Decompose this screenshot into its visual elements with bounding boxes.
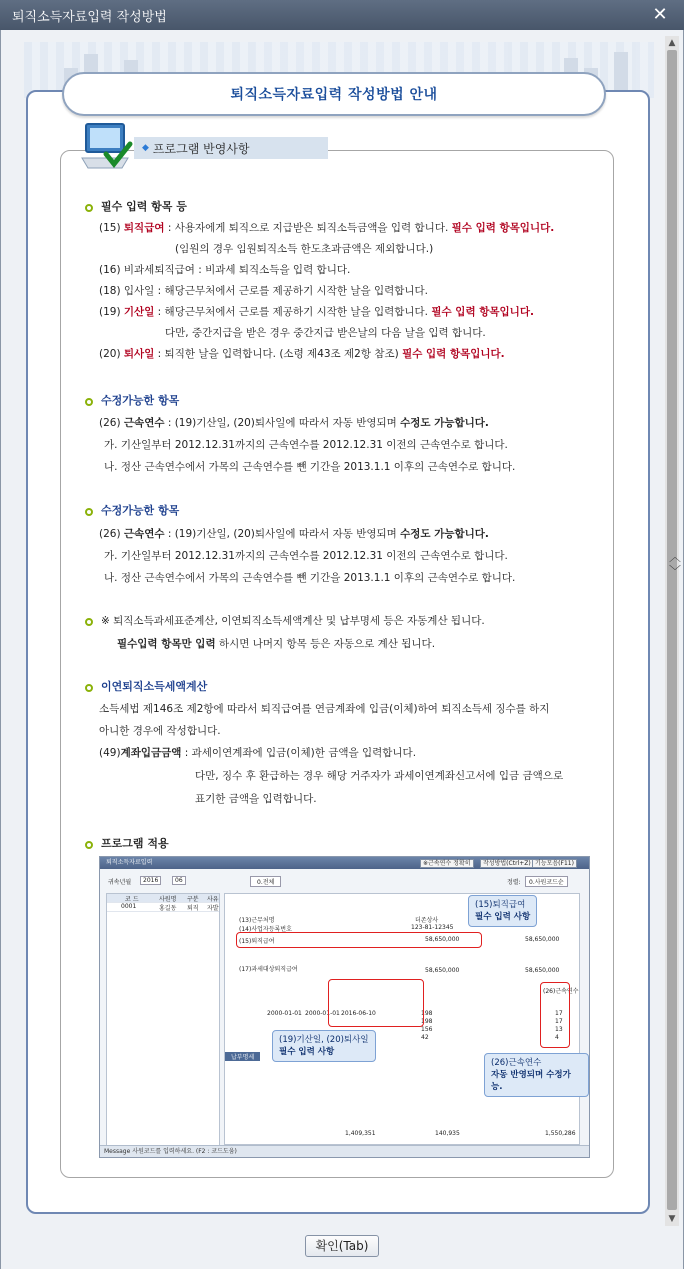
vertical-scrollbar[interactable] [665, 36, 679, 1226]
text-line: 다만, 중간지급을 받은 경우 중간지급 받은날의 다음 날을 입력 합니다. [165, 327, 486, 339]
bullet-icon [85, 204, 93, 212]
shot-button: ※근속연수 정확히 [420, 859, 474, 868]
callout-service-years: (26)근속연수 자동 반영되며 수정가능. [484, 1053, 589, 1097]
shot-value: 156 [421, 1026, 433, 1033]
shot-value: 13 [555, 1026, 563, 1033]
shot-value: 58,650,000 [425, 967, 460, 974]
section-label: 프로그램 반영사항 [152, 141, 250, 156]
bullet-icon [85, 841, 93, 849]
shot-value: 1,409,351 [345, 1130, 376, 1137]
shot-field: 0.전체 [250, 876, 281, 887]
section-heading-deferred: 이연퇴직소득세액계산 [101, 680, 208, 693]
shot-label: (13)근무처명 [239, 917, 275, 924]
shot-value: 198 [421, 1010, 433, 1017]
text-line: (19) 기산일 : 해당근무처에서 근로를 제공하기 시작한 날을 입력합니다. 필수 입력 항목입니다. [99, 306, 534, 318]
bullet-icon: ◆ [142, 143, 149, 153]
callout-required-pay: (15)퇴직급여 필수 입력 사항 [468, 895, 537, 927]
text-line: (20) 퇴사일 : 퇴직한 날을 입력합니다. (소령 제43조 제2항 참조) 필수 입력 항목입니다. [99, 348, 505, 360]
shot-value: 17 [555, 1010, 563, 1017]
text-line: 나. 정산 근속연수에서 가목의 근속연수를 뺀 기간을 2013.1.1 이후의 근속연수로 합니다. [104, 461, 516, 473]
shot-value: 4 [555, 1034, 559, 1041]
text-line: (49)계좌입금금액 : 과세이연계좌에 입금(이체)한 금액을 입력합니다. [99, 747, 417, 759]
shot-statusbar: Message 사원코드를 입력하세요. (F2 : 코드도움) [100, 1145, 589, 1157]
shot-row: 0001 홍길동 퇴직 자발 [107, 903, 219, 912]
shot-value: 더존상사 [415, 917, 439, 924]
text-line: ※ 퇴직소득과세표준계산, 이연퇴직소득세액계산 및 납부명세 등은 자동계산 됩니다. [101, 615, 485, 627]
close-button[interactable]: ✕ [652, 4, 668, 25]
shot-row: 코 드 사원명 구분 사유 [107, 894, 219, 903]
shot-value: 2016-06-10 [341, 1010, 376, 1017]
shot-label: (26)근속연수 [543, 988, 579, 995]
shot-value: 1,550,286 [545, 1130, 576, 1137]
shot-value: 2000-01-01 [267, 1010, 302, 1017]
text-line: 가. 기산일부터 2012.12.31까지의 근속연수를 2012.12.31 이전의 근속연수로 합니다. [104, 550, 508, 562]
section-heading-editable: 수정가능한 항목 [101, 504, 180, 517]
shot-label: (14)사업자등록번호 [239, 926, 292, 933]
highlight-box [328, 979, 424, 1027]
text-line: 필수입력 항목만 입력 하시면 나머지 항목 등은 자동으로 계산 됩니다. [117, 638, 436, 650]
shot-label: (15)퇴직급여 [239, 938, 275, 945]
page-title-banner [62, 72, 606, 116]
scroll-thumb[interactable] [667, 50, 677, 1210]
callout-required-dates: (19)기산일, (20)퇴사일 필수 입력 사항 [272, 1030, 376, 1062]
section-heading-editable: 수정가능한 항목 [101, 394, 180, 407]
text-line: (26) 근속연수 : (19)기산일, (20)퇴사일에 따라서 자동 반영되며 수정도 가능합니다. [99, 417, 489, 429]
bullet-icon [85, 508, 93, 516]
shot-value: 123-81-12345 [411, 924, 454, 931]
shot-value: 58,650,000 [525, 936, 560, 943]
page-title: 퇴직소득자료입력 작성방법 안내 [230, 87, 438, 103]
text-line: (26) 근속연수 : (19)기산일, (20)퇴사일에 따라서 자동 반영되며 수정도 가능합니다. [99, 528, 489, 540]
shot-button: 기능모음(F11) [532, 859, 577, 868]
scroll-down-icon[interactable]: ▼ [668, 1214, 676, 1224]
shot-value: 58,650,000 [525, 967, 560, 974]
shot-field: 0.사원코드순 [525, 876, 568, 887]
shot-button: 작성방법(Ctrl+Z) [480, 859, 534, 868]
text-line: (임원의 경우 임원퇴직소득 한도초과금액은 제외합니다.) [175, 243, 434, 255]
text-line: 나. 정산 근속연수에서 가목의 근속연수를 뺀 기간을 2013.1.1 이후의 근속연수로 합니다. [104, 572, 516, 584]
shot-value: 198 [421, 1018, 433, 1025]
text-line: (15) 퇴직급여 : 사용자에게 퇴직으로 지급받은 퇴직소득금액을 입력 합니다. 필수 입력 항목입니다. [99, 222, 555, 234]
text-line: 가. 기산일부터 2012.12.31까지의 근속연수를 2012.12.31 이전의 근속연수로 합니다. [104, 439, 508, 451]
program-screenshot [99, 856, 590, 1158]
highlight-box [540, 982, 570, 1048]
shot-label: 정렬: [507, 879, 521, 886]
bullet-icon [85, 684, 93, 692]
text-line: 아니한 경우에 작성합니다. [99, 725, 221, 737]
shot-label: (17)과세대상퇴직급여 [239, 966, 298, 973]
shot-value: 17 [555, 1018, 563, 1025]
shot-value: 58,650,000 [425, 936, 460, 943]
section-heading-required: 필수 입력 항목 등 [101, 200, 187, 213]
highlight-box [236, 932, 482, 948]
text-line: 다만, 징수 후 환급하는 경우 해당 거주자가 과세이연계좌신고서에 입금 금액으로 [195, 770, 564, 782]
section-tab [134, 137, 328, 159]
window-title: 퇴직소득자료입력 작성방법 [12, 9, 167, 25]
shot-tab: 납부명세 [225, 1052, 260, 1061]
section-heading-program: 프로그램 적용 [101, 837, 169, 850]
shot-label: 귀속년월 [108, 879, 132, 886]
bullet-icon [85, 398, 93, 406]
text-line: 표기한 금액을 입력합니다. [195, 793, 317, 805]
shot-employee-grid [106, 893, 220, 1147]
text-line: (16) 비과세퇴직급여 : 비과세 퇴직소득을 입력 합니다. [99, 264, 351, 276]
scroll-up-icon[interactable]: ▲ [668, 38, 676, 48]
ok-button[interactable]: 확인(Tab) [305, 1235, 379, 1257]
bullet-icon [85, 618, 93, 626]
monitor-check-icon [76, 118, 134, 176]
shot-field: 06 [172, 876, 186, 885]
text-line: (18) 입사일 : 해당근무처에서 근로를 제공하기 시작한 날을 입력합니다. [99, 285, 428, 297]
window-titlebar [0, 0, 684, 30]
shot-value: 2000-01-01 [305, 1010, 340, 1017]
shot-value: 42 [421, 1034, 429, 1041]
shot-field: 2016 [140, 876, 161, 885]
scroll-chevron-icon: ︿ ﹀ [668, 550, 681, 578]
shot-title: 퇴직소득자료입력 [100, 857, 589, 869]
text-line: 소득세법 제146조 제2항에 따라서 퇴직급여를 연금계좌에 입금(이체)하여 퇴직소득세 징수를 하지 [99, 703, 550, 715]
shot-value: 140,935 [435, 1130, 460, 1137]
